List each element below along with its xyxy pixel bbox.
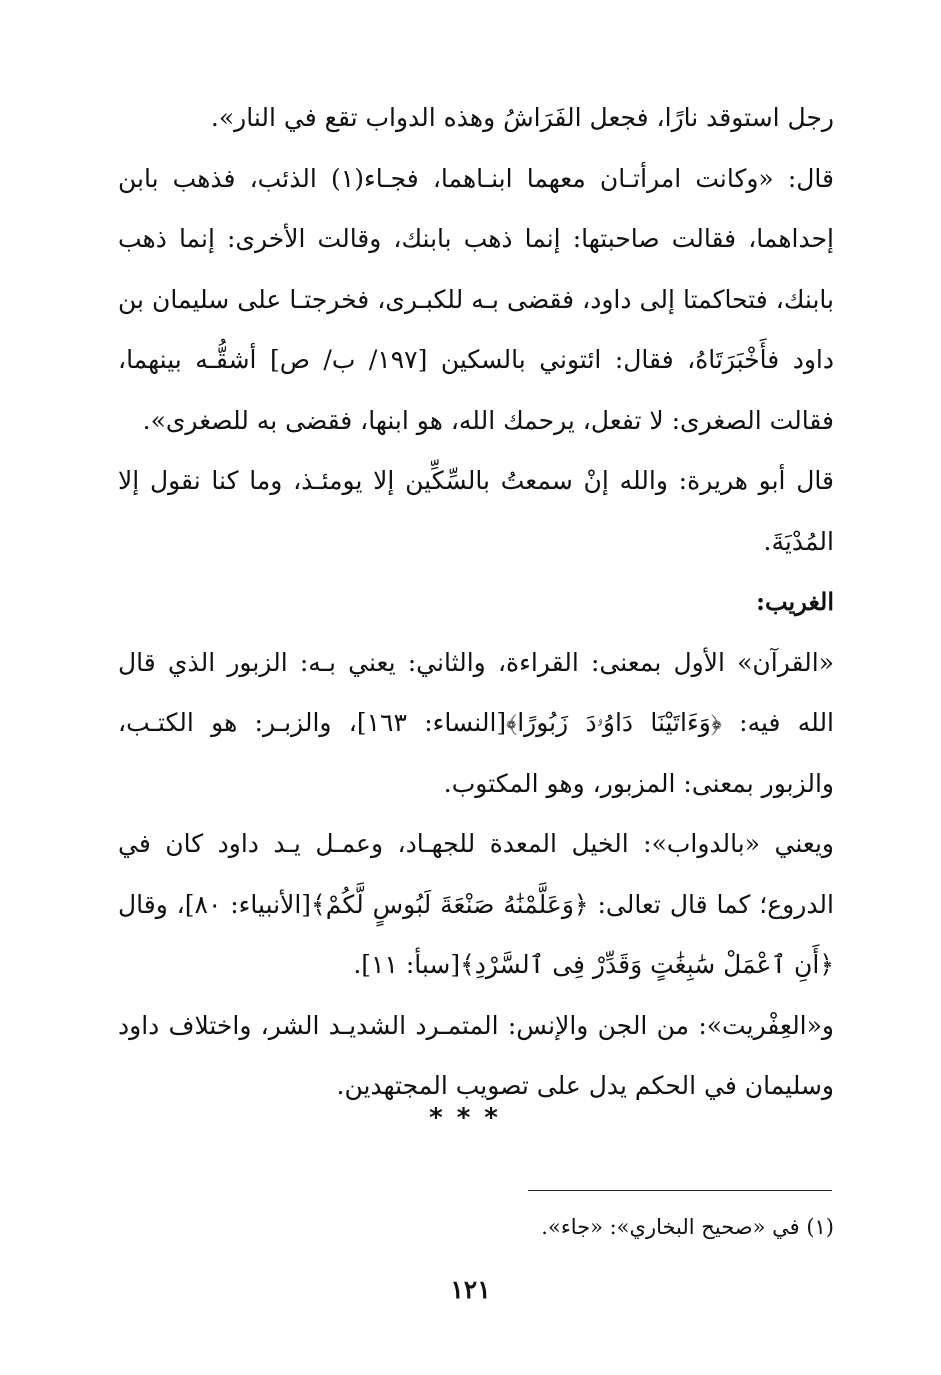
paragraph: قال: «وكانت امرأتـان معهما ابنـاهما، فجـاء(١) الذئب، فذهب بابن إحداهما، فقالت صاحبتها: إنما ذهب بابنك، وقالت الأخرى: إنما ذهب بابنك، فتحاكمتا إلى داود، فقضى بـه للكبـرى، فخرجتـا على سليمان بن داود فأَخْبَرَتَاهُ، فقال: ائتوني بالسكين [١٩٧/ ب/ ص] أشقُّـه بينهما، فقالت الصغرى: لا تفعل، يرحمك الله، هو ابنها، فقضى به للصغرى». [118, 163, 835, 435]
paragraph: رجل استوقد نارًا، فجعل الفَرَاشُ وهذه الدواب تقع في النار». [210, 103, 834, 132]
paragraph: ويعني «بالدواب»: الخيل المعدة للجهـاد، وعمـل يـد داود كان في الدروع؛ كما قال تعالى: ﴿وَعَلَّمْنَٰهُ صَنْعَةَ لَبُوسٍ لَّكُمْ﴾[الأنبياء: ٨٠]، وقال ﴿أَنِ ٱعْمَلْ سَٰبِغَٰتٍ وَقَدِّرْ فِى ٱلسَّرْدِ﴾[سبأ: ١١]. [118, 829, 835, 979]
paragraph: «القرآن» الأول بمعنى: القراءة، والثاني: يعني بـه: الزبور الذي قال الله فيه: ﴿وَءَاتَيْنَا دَاوُۥدَ زَبُورًا﴾[النساء: ١٦٣]، والزبـر: هو الكتـب، والزبور بمعنى: المزبور، وهو المكتوب. [118, 647, 835, 798]
section-heading: الغريب: [756, 587, 834, 616]
paragraph: و«العِفْريت»: من الجن والإنس: المتمـرد الشديـد الشر، واختلاف داود وسليمان في الحكم يدل على تصويب المجتهدين. [118, 1010, 834, 1100]
footnote-divider [528, 1190, 832, 1191]
paragraph: قال أبو هريرة: والله إنْ سمعتُ بالسِّكِّين إلا يومئـذ، وما كنا نقول إلا المُدْيَةَ. [118, 466, 834, 556]
footnote: (١) في «صحيح البخاري»: «جاء». [541, 1215, 834, 1239]
main-text [118, 88, 834, 1117]
page-number: ١٢١ [450, 1275, 491, 1304]
section-separator: *** [429, 1103, 512, 1133]
